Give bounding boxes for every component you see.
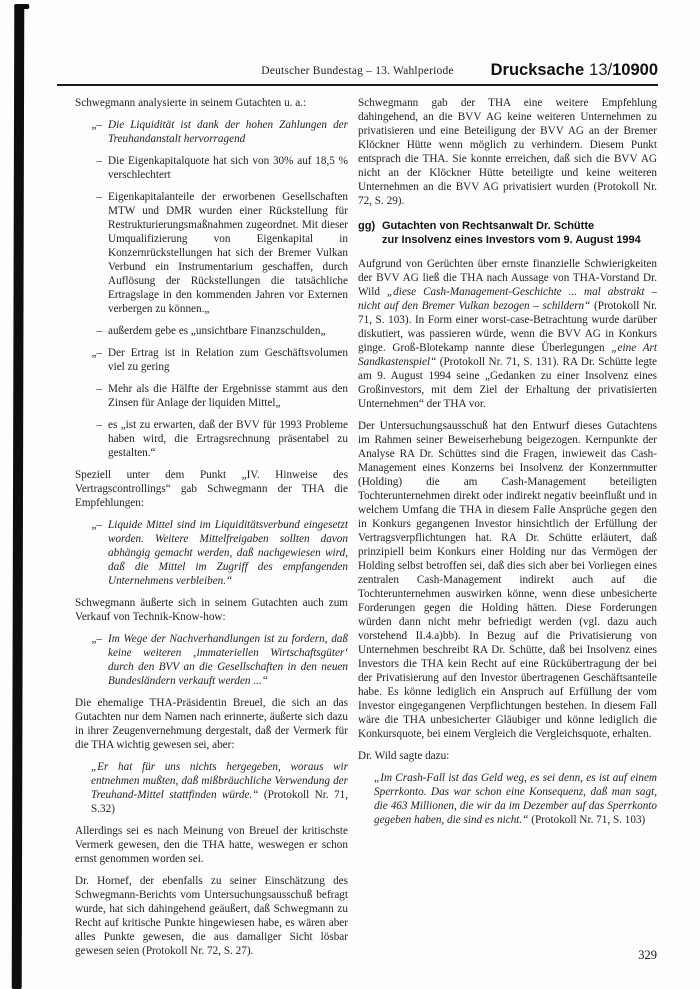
- text-run: (Protokoll Nr. 71, S. 131). RA Dr. Schütte legte am 9. August 1994 seine „Gedanken zu einer Insolvenz eines Großinvestors, mit dem Ziel der Erhaltung der privatisierten Unternehmen“ der THA vor.: [358, 356, 657, 410]
- list-marker: „–: [91, 347, 102, 359]
- text-columns: [75, 96, 657, 966]
- list-marker: „–: [91, 633, 102, 645]
- scan-edge-artifact: [12, 4, 25, 989]
- bullet-item: [75, 190, 348, 316]
- text-run: Liquide Mittel sind im Liquiditätsverbund eingesetzt worden. Weitere Mittelfreigaben sollten davon abhängig gemacht werden, daß nachgewiesen wird, daß die Mittel im Zugriff des empfangenden Unternehmens verbleiben.“: [108, 519, 348, 587]
- right-column: [358, 96, 657, 966]
- text-run: Die Liquidität ist dank der hohen Zahlungen der Treuhandanstalt hervorragend: [108, 119, 348, 145]
- text-run: Die Eigenkapitalquote hat sich von 30% auf 18,5 % verschlechtert: [108, 155, 348, 181]
- bullet-item: [75, 632, 348, 688]
- document-number-prefix: 13/: [589, 61, 613, 79]
- text-run: Dr. Wild sagte dazu:: [358, 750, 450, 762]
- text-run: Mehr als die Hälfte der Ergebnisse stammt aus den Zinsen für Anlage der liquiden Mittel„: [108, 383, 348, 409]
- document-number-label: Drucksache: [490, 61, 585, 79]
- list-marker: „–: [91, 519, 102, 531]
- paragraph: [358, 749, 657, 763]
- text-run: Aufgrund von Gerüchten über ernste finanzielle Schwierigkeiten der BVV AG ließ die THA nach Aussage von THA-Vorstand Dr. Wild: [358, 258, 657, 298]
- paragraph: [75, 468, 348, 510]
- header-rule: [57, 84, 658, 86]
- page-number: 329: [638, 948, 657, 962]
- left-column: [75, 96, 348, 966]
- block-quote: [358, 771, 657, 827]
- header-title: Deutscher Bundestag – 13. Wahlperiode: [261, 65, 454, 77]
- paragraph: [75, 696, 348, 752]
- page-header: [57, 56, 658, 80]
- bullet-item: [75, 154, 348, 182]
- text-run: zur Insolvenz eines Investors vom 9. August 1994: [382, 233, 641, 246]
- paragraph: [358, 419, 657, 741]
- text-run: Dr. Hornef, der ebenfalls zu seiner Einschätzung des Schwegmann-Berichts vom Untersuchungsausschuß befragt wurde, hat sich dahingehend geäußert, daß Schwegmann zu Recht auf kritische Punkte hingewiesen habe, es wären aber alles Punkte gewesen, die aus damaliger Sicht lösbar gewesen seien (Protokoll Nr. 72, S. 27).: [75, 875, 348, 957]
- list-marker: –: [96, 325, 102, 337]
- text-run: Allerdings sei es nach Meinung von Breuel der kritischste Vermerk gewesen, den die THA hatte, weswegen er schon ernst genommen worden sei.: [75, 825, 348, 865]
- text-run: (Protokoll Nr. 71, S.32): [91, 789, 349, 815]
- text-run: (Protokoll Nr. 71, S. 103): [531, 814, 646, 826]
- text-run: „diese Cash-Management-Geschichte ... mal abstrakt – nicht auf den Bremer Vulkan bezogen – schildern“: [358, 286, 657, 312]
- paragraph: [358, 96, 657, 208]
- text-run: Der Untersuchungsausschuß hat den Entwurf dieses Gutachtens im Rahmen seiner Beweiserhebung beigezogen. Kernpunkte der Analyse RA Dr. Schüttes sind die Fragen, inwieweit das Cash-Management eines Konzerns bei Insolvenz der Konzernmutter (Holding) die am Cash-Management beteiligten Tochterunternehmen direkt oder indirekt negativ beeinflußt und in welchem Umfang die THA in diesem Falle Ansprüche gegen den in Konkurs gegangenen Investor hinsichtlich der Erfüllung der Vertragsverpflichtungen hat. RA Dr. Schütte erläutert, daß prinzipiell beim Konkurs einer Holding nur das Vermögen der Holding selbst betroffen sei, daß dies sich aber bei Vorliegen eines zentralen Cash-Management indirekt auch auf die Tochterunternehmen auswirken könne, wenn diese unbesicherte Forderungen gegen die Holding hätten. Diese Forderungen würden dann nicht mehr befriedigt werden (vgl. dazu auch vorstehend II.4.a)bb). In Bezug auf die Privatisierung von Unternehmen beschreibt RA Dr. Schütte, daß bei Insolvenz eines Investors die THA kein Recht auf eine Rückübertragung der bei der Privatisierung auf den Investor übertragenen Geschäftsanteile habe. Es könne lediglich ein Anspruch auf Erfüllung der vom Investor eingegangenen Verpflichtungen bestehen. In diesem Fall wäre die THA unbesicherter Gläubiger und könne lediglich die Konkursquote, bei einem Vergleich die Vergleichsquote, erhalten.: [358, 420, 657, 740]
- text-run: außerdem gebe es „unsichtbare Finanzschulden„: [108, 325, 326, 337]
- list-marker: –: [96, 419, 102, 431]
- text-run: Im Wege der Nachverhandlungen ist zu fordern, daß keine weiteren ‚immateriellen Wirtschaftsgüter‘ durch den BVV an die Gesellschaften in den neuen Bundesländern verkauft werden ...“: [108, 633, 348, 687]
- section-heading: [358, 220, 657, 247]
- block-quote: [75, 760, 348, 816]
- paragraph: [75, 874, 348, 958]
- heading-marker: gg): [358, 220, 376, 232]
- paragraph: [358, 257, 657, 411]
- text-run: „Im Crash-Fall ist das Geld weg, es sei denn, es ist auf einem Sperrkonto. Das war schon eine Konsequenz, daß man sagt, die 463 Millionen, die wir da im Dezember auf das Sperrkonto gegeben haben, die sind es nicht.“: [374, 772, 657, 826]
- text-run: Speziell unter dem Punkt „IV. Hinweise des Vertragscontrollings“ gab Schwegmann der THA die Empfehlungen:: [75, 469, 348, 509]
- list-marker: –: [96, 383, 102, 395]
- text-run: „Er hat für uns nichts hergegeben, woraus wir entnehmen mußten, daß mißbräuchliche Verwendung der Treuhand-Mittel stattfinden würde.“: [91, 761, 348, 801]
- list-marker: „–: [91, 119, 102, 131]
- text-run: Der Ertrag ist in Relation zum Geschäftsvolumen viel zu gering: [108, 347, 348, 373]
- bullet-item: [75, 118, 348, 146]
- text-run: (Protokoll Nr. 71, S. 103). In Form einer worst-case-Betrachtung wurde darüber diskutiert, was passieren würde, wenn die BVV AG in Konkurs ginge. Groß-Blotekamp nannte diese Überlegungen: [358, 300, 657, 354]
- text-run: Eigenkapitalanteile der erworbenen Gesellschaften MTW und DMR wurden einer Rückstellung für Restrukturierungsmaßnahmen zugeordnet. Mit dieser Umqualifizierung von Eigenkapital in Konzernrückstellungen hat sich der Bremer Vulkan Verbund ein Instrumentarium geschaffen, durch Auflösung der Rückstellungen die tatsächliche Ertragslage in den kommenden Jahren vor Externen verbergen zu können.„: [108, 191, 348, 315]
- text-run: es „ist zu erwarten, daß der BVV für 1993 Probleme haben wird, die Ertragsrechnung präsentabel zu gestalten.“: [108, 419, 348, 459]
- paragraph: [75, 96, 348, 110]
- list-marker: –: [96, 191, 102, 203]
- document-number: [491, 61, 658, 80]
- text-run: Schwegmann gab der THA eine weitere Empfehlung dahingehend, an die BVV AG keine weiteren Unternehmen zu privatisieren und eine Beteiligung der BVV AG an der Bremer Klöckner Hütte wenn möglich zu verhindern. Diesem Punkt entsprach die THA. Sie konnte erreichen, daß sich die BVV AG nicht an der Klöckner Hütte beteiligte und keine weiteren Unternehmen an die BVV AG privatisiert wurden (Protokoll Nr. 72, S. 29).: [358, 97, 657, 207]
- list-marker: –: [96, 155, 102, 167]
- text-run: Schwegmann analysierte in seinem Gutachten u. a.:: [75, 97, 307, 109]
- bullet-item: [75, 418, 348, 460]
- bullet-item: [75, 382, 348, 410]
- text-run: Gutachten von Rechtsanwalt Dr. Schütte: [382, 220, 595, 232]
- paragraph: [75, 596, 348, 624]
- document-number-value: 10900: [612, 61, 658, 79]
- bullet-item: [75, 346, 348, 374]
- bullet-item: [75, 324, 348, 338]
- text-run: „eine Art Sandkastenspiel“: [358, 342, 657, 368]
- paragraph: [75, 824, 348, 866]
- bullet-item: [75, 518, 348, 588]
- text-run: Die ehemalige THA-Präsidentin Breuel, die sich an das Gutachten nur dem Namen nach erinnerte, äußerte sich dazu in ihrer Zeugenvernehmung dergestalt, daß der Vermerk für die THA wichtig gewesen sei, aber:: [75, 697, 348, 751]
- text-run: Schwegmann äußerte sich in seinem Gutachten auch zum Verkauf von Technik-Know-how:: [75, 597, 348, 623]
